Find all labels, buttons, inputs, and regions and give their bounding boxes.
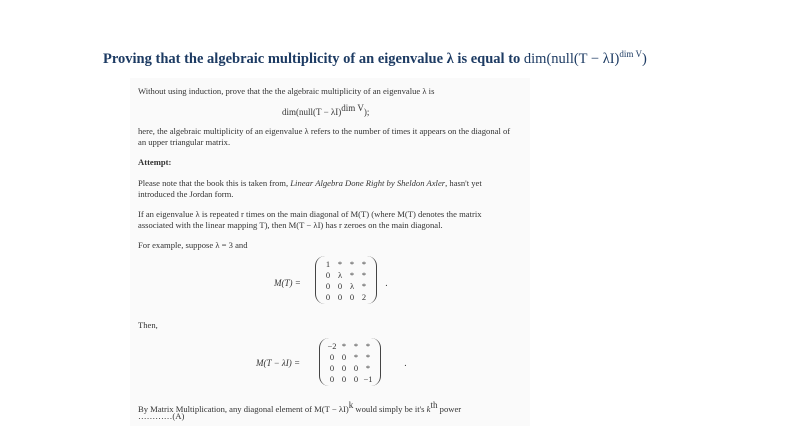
- paragraph-definition: here, the algebraic multiplicity of an eigenvalue λ refers to the number of times it appears on the diagonal of an upper triangular matrix.: [138, 126, 511, 147]
- page-title[interactable]: [103, 49, 647, 68]
- matrix-cell: 0: [341, 351, 347, 362]
- matrix-cell: 1: [325, 258, 331, 269]
- matrix-cell: 0: [353, 373, 359, 384]
- matrix-2: [319, 338, 381, 386]
- paragraph-then: Then,: [138, 320, 158, 330]
- matrix-cell: *: [337, 258, 343, 269]
- formula-display: dim(null(T − λI)$^{dim V}$);: [282, 103, 370, 117]
- matrix-cell: *: [349, 269, 355, 280]
- matrix-1: [315, 256, 377, 304]
- matrix-cell: *: [361, 269, 367, 280]
- matrix-cell: *: [341, 340, 347, 351]
- matrix-cell: *: [361, 280, 367, 291]
- paragraph-multiplication: By Matrix Multiplication, any diagonal element of $M(T - \lambda I)^k$ would simply be it's $k^{th}$ power: [138, 400, 462, 414]
- paragraph-intro: Without using induction, prove that the the algebraic multiplicity of an eigenvalue λ is: [138, 86, 435, 96]
- matrix-cell: 0: [337, 280, 343, 291]
- attempt-heading: Attempt:: [138, 157, 172, 167]
- paragraph-label-a: …………(A): [138, 411, 185, 421]
- paragraph-example: For example, suppose λ = 3 and: [138, 240, 248, 250]
- matrix-cell: *: [365, 362, 371, 373]
- matrix-cell: λ: [349, 280, 355, 291]
- matrix-cell: 0: [329, 373, 335, 384]
- matrix-cell: −1: [363, 373, 373, 384]
- matrix-cell: 0: [329, 351, 335, 362]
- matrix-cell: *: [365, 340, 371, 351]
- matrix-cell: λ: [337, 269, 343, 280]
- matrix-cell: 0: [325, 280, 331, 291]
- matrix-1-label: M(T) =: [274, 278, 301, 288]
- matrix-2-label: M(T − λI) =: [256, 358, 301, 368]
- matrix-2-period: .: [404, 359, 407, 369]
- title-text: Proving that the algebraic multiplicity of an eigenvalue λ is equal to: [103, 50, 521, 67]
- matrix-cell: *: [361, 258, 367, 269]
- matrix-cell: 0: [325, 269, 331, 280]
- matrix-cell: −2: [327, 340, 337, 351]
- matrix-cell: 2: [361, 291, 367, 302]
- matrix-cell: *: [353, 351, 359, 362]
- title-math: dim(null(T − λI)$^{dim V}$): [523, 49, 647, 67]
- matrix-cell: 0: [337, 291, 343, 302]
- matrix-cell: 0: [349, 291, 355, 302]
- matrix-cell: *: [349, 258, 355, 269]
- paragraph-repeated: If an eigenvalue λ is repeated r times on the main diagonal of M(T) (where M(T) denotes the matrix associated with the linear mapping T), then M(T − λI) has r zeroes on the main diagonal.: [138, 209, 482, 230]
- matrix-cell: 0: [329, 362, 335, 373]
- paragraph-book-note: Please note that the book this is taken from, Linear Algebra Done Right by Sheldon Axler, hasn't yet introduced the Jordan form.: [138, 178, 482, 199]
- matrix-cell: 0: [353, 362, 359, 373]
- matrix-1-period: .: [385, 279, 388, 289]
- matrix-cell: 0: [325, 291, 331, 302]
- matrix-cell: 0: [341, 373, 347, 384]
- matrix-cell: *: [365, 351, 371, 362]
- matrix-cell: 0: [341, 362, 347, 373]
- matrix-cell: *: [353, 340, 359, 351]
